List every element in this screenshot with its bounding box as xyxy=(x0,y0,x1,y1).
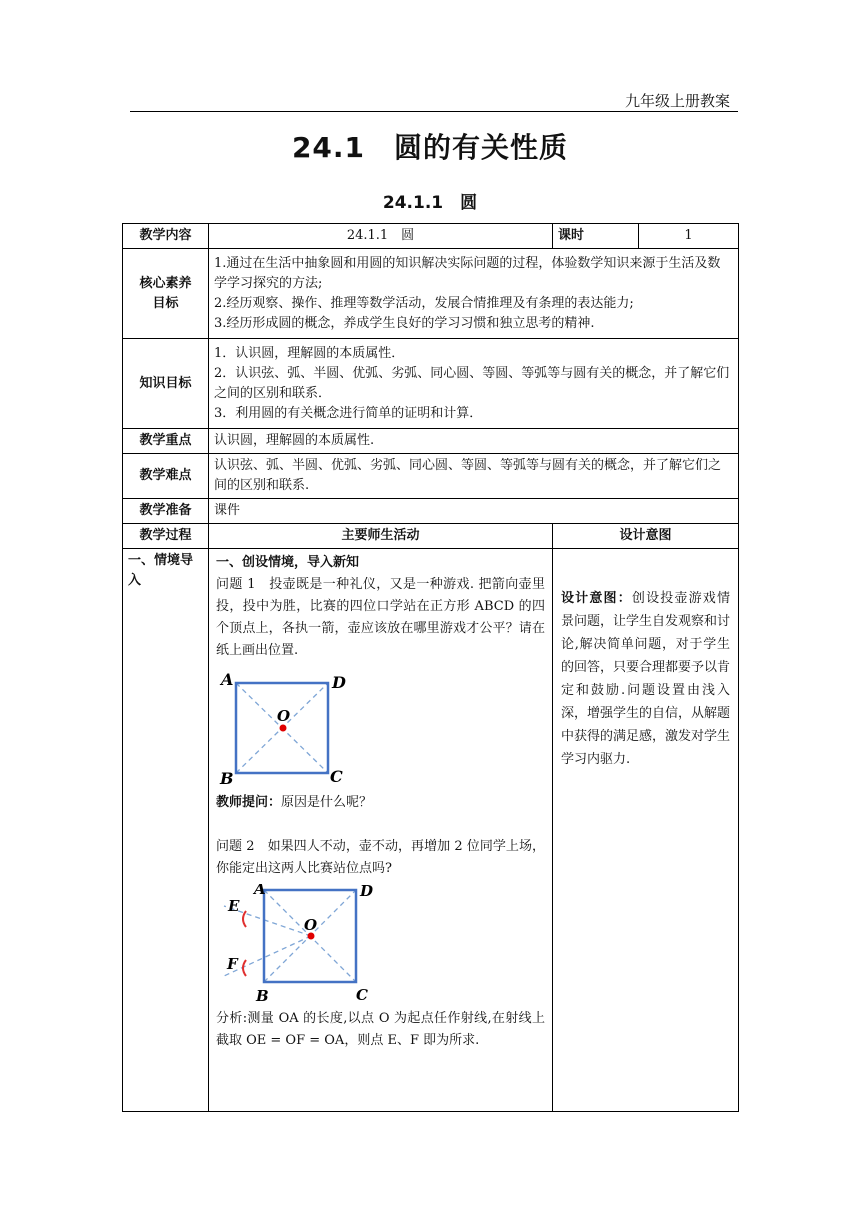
stage-activities xyxy=(209,549,553,1112)
fig1-label-d: D xyxy=(332,673,346,692)
core-item-3: 3.经历形成圆的概念，养成学生良好的学习习惯和独立思考的精神. xyxy=(214,315,595,331)
core-item-2: 2.经历观察、操作、推理等数学活动，发展合情推理及有条理的表达能力; xyxy=(214,295,634,311)
square-figure-1 xyxy=(216,668,366,786)
header-process: 教学过程 xyxy=(123,524,209,549)
fig2-label-c: C xyxy=(356,986,368,1004)
knowledge-item-3: 3．利用圆的有关概念进行简单的证明和计算． xyxy=(214,405,483,421)
knowledge-item-2: 2．认识弦、弧、半圆、优弧、劣弧、同心圆、等圆、等弧等与圆有关的概念，并了解它们之间的区别和联系． xyxy=(214,365,730,401)
value-core-competency xyxy=(209,249,739,339)
fig2-label-o: O xyxy=(304,916,318,934)
question-1: 问题 1 投壶既是一种礼仪，又是一种游戏. 把箭向壶里投，投中为胜，比赛的四位口学站在正方形 ABCD 的四个顶点上，各执一箭，壶应该放在哪里游戏才公平？请在纸上画出位置. xyxy=(216,577,545,658)
teacher-question-label: 教师提问： xyxy=(216,795,282,810)
fig2-label-d: D xyxy=(360,884,374,900)
stage-heading: 一、创设情境，导入新知 xyxy=(216,555,360,570)
fig1-label-c: C xyxy=(330,767,343,786)
row-preparation xyxy=(123,499,739,524)
design-intent-label: 设计意图： xyxy=(561,591,632,606)
label-preparation: 教学准备 xyxy=(123,499,209,524)
value-preparation: 课件 xyxy=(209,499,739,524)
label-stage-intro: 一、情境导入 xyxy=(123,549,209,1112)
row-knowledge-goal xyxy=(123,339,739,429)
row-teaching-content xyxy=(123,224,739,249)
core-item-1: 1.通过在生活中抽象圆和用圆的知识解决实际问题的过程，体验数学知识来源于生活及数学学习探究的方法; xyxy=(214,255,721,291)
spacer xyxy=(216,814,545,836)
row-key-point xyxy=(123,429,739,454)
knowledge-item-1: 1．认识圆，理解圆的本质属性． xyxy=(214,345,405,361)
label-core-line1: 核心素养 xyxy=(139,275,192,291)
fig2-arc-f xyxy=(243,960,246,976)
fig2-label-b: B xyxy=(256,987,269,1005)
header-activities: 主要师生活动 xyxy=(209,524,553,549)
page-subtitle: 24.1.1 圆 xyxy=(382,193,478,213)
row-process-header xyxy=(123,524,739,549)
page-header: 九年级上册教案 xyxy=(624,92,730,110)
question-2: 问题 2 如果四人不动，壶不动，再增加 2 位同学上场，你能定出这两人比赛站位点吗? xyxy=(216,839,545,876)
label-difficulty: 教学难点 xyxy=(123,454,209,499)
fig1-label-b: B xyxy=(220,769,234,786)
label-core-line2: 目标 xyxy=(152,295,179,311)
header-divider xyxy=(130,111,738,112)
fig2-arc-e xyxy=(243,911,246,927)
fig1-label-o: O xyxy=(277,707,291,725)
value-knowledge-goal xyxy=(209,339,739,429)
fig2-label-a: A xyxy=(254,884,266,898)
lesson-plan-table xyxy=(122,223,739,1112)
row-difficulty xyxy=(123,454,739,499)
fig2-label-e: E xyxy=(228,897,240,915)
label-key-point: 教学重点 xyxy=(123,429,209,454)
row-stage-intro xyxy=(123,549,739,1112)
label-core-competency xyxy=(123,249,209,339)
label-knowledge-goal: 知识目标 xyxy=(123,339,209,429)
fig2-label-f: F xyxy=(227,955,238,973)
fig1-center-dot xyxy=(280,725,287,732)
row-core-competency xyxy=(123,249,739,339)
analysis: 分析:测量 OA 的长度,以点 O 为起点任作射线,在射线上截取 OE = OF = OA，则点 E、F 即为所求. xyxy=(216,1011,545,1048)
page-title: 24.1 圆的有关性质 xyxy=(291,131,569,164)
teacher-question-text: 原因是什么呢？ xyxy=(281,795,373,810)
square-figure-2 xyxy=(216,884,376,1006)
design-intent xyxy=(553,549,739,1112)
value-period: 1 xyxy=(639,224,739,249)
value-teaching-content: 24.1.1 圆 xyxy=(209,224,553,249)
design-intent-text: 创设投壶游戏情景问题，让学生自发观察和讨论,解决简单问题，对于学生的回答，只要合理都要予以肯定和鼓励.问题设置由浅入深，增强学生的自信，从解题中获得的满足感，激发对学生学习内驱力. xyxy=(561,591,731,767)
value-key-point: 认识圆，理解圆的本质属性. xyxy=(209,429,739,454)
fig1-label-a: A xyxy=(221,670,234,689)
value-difficulty: 认识弦、弧、半圆、优弧、劣弧、同心圆、等圆、等弧等与圆有关的概念，并了解它们之间的区别和联系. xyxy=(209,454,739,499)
label-period: 课时 xyxy=(553,224,639,249)
label-teaching-content: 教学内容 xyxy=(123,224,209,249)
header-design-intent: 设计意图 xyxy=(553,524,739,549)
teacher-question xyxy=(216,792,545,814)
